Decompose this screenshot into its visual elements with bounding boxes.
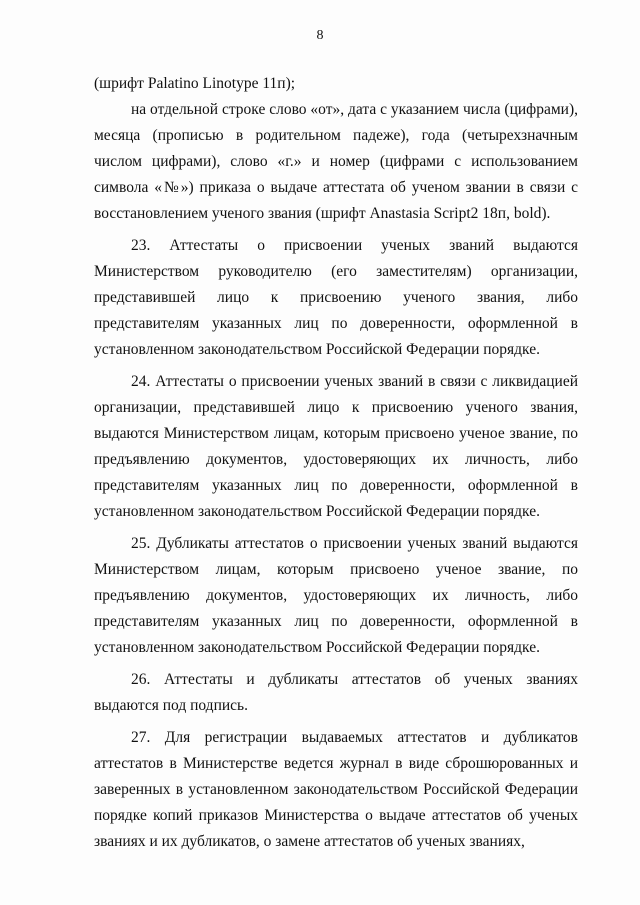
paragraph-25: 25. Дубликаты аттестатов о присвоении ученых званий выдаются Министерством лицам, которым присвоено ученое звание, по предъявлению документов, удостоверяющих их личность, либо представителям указанных лиц по доверенности, оформленной в установленном законодательством Российской Федерации порядке. bbox=[94, 535, 578, 656]
paragraph-26: 26. Аттестаты и дубликаты аттестатов об ученых званиях выдаются под подпись. bbox=[94, 671, 578, 714]
page-number: 8 bbox=[316, 28, 324, 43]
paragraph-23: 23. Аттестаты о присвоении ученых званий выдаются Министерством руководителю (его заместителям) организации, представившей лицо к присвоению ученого звания, либо представителям указанных лиц по доверенности, оформленной в установленном законодательством Российской Федерации порядке. bbox=[94, 237, 578, 358]
paragraph-27: 27. Для регистрации выдаваемых аттестатов и дубликатов аттестатов в Министерстве ведется журнал в виде сброшюрованных и заверенных в установленном законодательством Российской Федерации порядке копий приказов Министерства о выдаче аттестатов об ученых званиях и их дубликатов, о замене аттестатов об ученых званиях, bbox=[94, 729, 578, 850]
paragraph-order-date-line: на отдельной строке слово «от», дата с указанием числа (цифрами), месяца (прописью в родительном падеже), года (четырехзначным числом цифрами), слово «г.» и номер (цифрами с использованием символа «№») приказа о выдаче аттестата об ученом звании в связи с восстановлением ученого звания (шрифт Anastasia Script2 18п, bold). bbox=[94, 101, 578, 222]
paragraph-24: 24. Аттестаты о присвоении ученых званий в связи с ликвидацией организации, представившей лицо к присвоению ученого звания, выдаются Министерством лицам, которым присвоено ученое звание, по предъявлению документов, удостоверяющих их личность, либо представителям указанных лиц по доверенности, оформленной в установленном законодательством Российской Федерации порядке. bbox=[94, 373, 578, 520]
paragraph-font-note: (шрифт Palatino Linotype 11п); bbox=[94, 75, 296, 92]
document-body bbox=[94, 71, 578, 855]
